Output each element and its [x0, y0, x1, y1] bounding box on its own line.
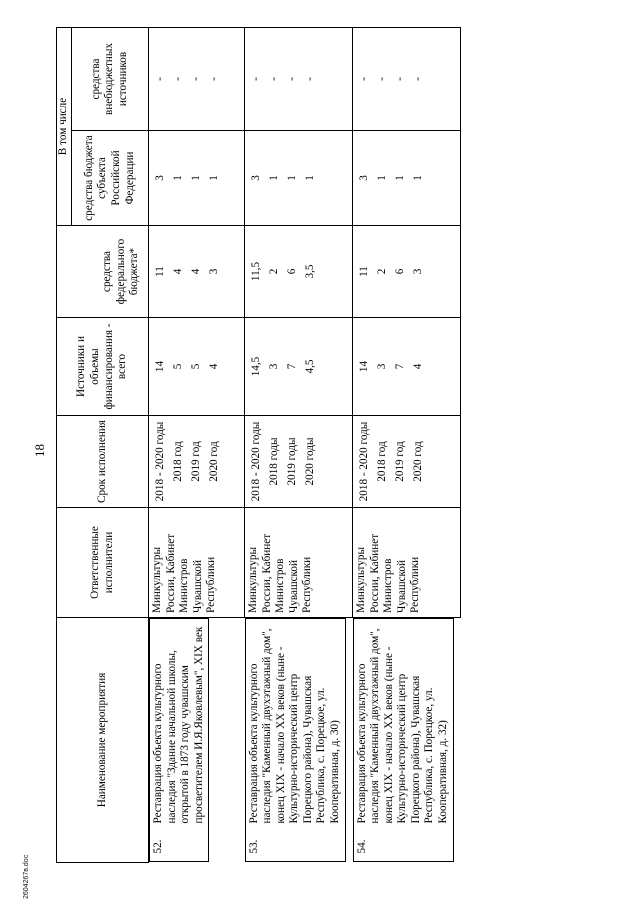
- total-cell: [353, 318, 461, 416]
- total-value: 4: [208, 363, 220, 370]
- header-sources-total: Источники и объемы финансирования - всего: [57, 318, 149, 416]
- header-period: Срок исполнения: [57, 416, 149, 508]
- table-body: [149, 27, 461, 862]
- total-value: 14,5: [250, 356, 262, 377]
- federal-cell: [245, 226, 353, 318]
- extra-value: -: [250, 77, 262, 81]
- table-row: [245, 27, 353, 862]
- period-value: 2019 годы: [286, 437, 298, 486]
- page-number: 18: [32, 444, 47, 457]
- federal-value: 3,5: [304, 264, 316, 279]
- header-federal-mark: *: [128, 247, 141, 254]
- federal-cell: [353, 226, 461, 318]
- total-cell: [245, 318, 353, 416]
- period-cell: [149, 416, 245, 508]
- period-value: 2018 год: [172, 441, 184, 482]
- federal-value: 3: [412, 268, 424, 275]
- subject-value: 1: [304, 175, 316, 181]
- rotated-page: [32, 28, 598, 873]
- period-value: 2018 - 2020 годы: [250, 421, 262, 502]
- header-federal-label: средства федерального бюджета: [101, 238, 141, 305]
- subject-cell: [245, 131, 353, 226]
- extra-value: -: [208, 77, 220, 81]
- header-extrabudget: средства внебюджетных источников: [72, 27, 149, 130]
- period-cell: [353, 416, 461, 508]
- federal-value: 6: [286, 268, 298, 275]
- header-federal: [57, 226, 149, 318]
- subject-cell: [353, 131, 461, 226]
- federal-value: 11: [358, 266, 370, 277]
- extra-value: -: [286, 77, 298, 81]
- total-value: 7: [286, 363, 298, 370]
- total-value: 5: [190, 363, 202, 370]
- period-value: 2019 год: [190, 441, 202, 482]
- extra-value: -: [412, 77, 424, 81]
- subject-cell: [149, 131, 245, 226]
- period-value: 2018 - 2020 годы: [358, 421, 370, 502]
- federal-value: 11: [154, 266, 166, 277]
- executors-cell: Минкультуры России, Кабинет Министров Чувашской Республики: [149, 508, 245, 618]
- subject-value: 1: [376, 175, 388, 181]
- footer-code: 2604267в.doc: [23, 854, 30, 899]
- executors-cell: Минкультуры России, Кабинет Министров Чувашской Республики: [353, 508, 461, 618]
- extra-value: -: [172, 77, 184, 81]
- total-value: 7: [394, 363, 406, 370]
- event-name: Реставрация объекта культурного наследия "Здание начальной школы, открытой в 1873 году чувашским просветителем И.Я.Яковлевым", XIX век: [152, 626, 205, 824]
- total-value: 14: [154, 360, 166, 373]
- subject-value: 1: [208, 175, 220, 181]
- extra-value: -: [190, 77, 202, 81]
- subject-value: 1: [172, 175, 184, 181]
- subject-value: 1: [394, 175, 406, 181]
- extra-value: -: [304, 77, 316, 81]
- federal-cell: [149, 226, 245, 318]
- extra-value: -: [268, 77, 280, 81]
- period-value: 2020 год: [412, 441, 424, 482]
- subject-value: 3: [358, 175, 370, 181]
- total-value: 4,5: [304, 359, 316, 374]
- period-cell: [245, 416, 353, 508]
- event-name-cell: [245, 618, 346, 863]
- period-value: 2020 годы: [304, 437, 316, 486]
- table-row: [149, 27, 245, 862]
- row-number: 52.: [152, 839, 164, 854]
- extra-value: -: [376, 77, 388, 81]
- extra-value: -: [154, 77, 166, 81]
- period-value: 2018 год: [376, 441, 388, 482]
- table-row: [353, 27, 461, 862]
- federal-value: 4: [190, 268, 202, 275]
- federal-value: 2: [268, 268, 280, 275]
- total-value: 3: [376, 363, 388, 370]
- executors-cell: Минкультуры России, Кабинет Министров Чувашской Республики: [245, 508, 353, 618]
- extra-cell: [245, 27, 353, 130]
- extra-value: -: [358, 77, 370, 81]
- subject-value: 3: [250, 175, 262, 181]
- header-name: Наименование мероприятия: [57, 618, 149, 863]
- extra-cell: [149, 27, 245, 130]
- extra-cell: [353, 27, 461, 130]
- event-name: Реставрация объекта культурного наследия "Каменный двухэтажный дом", конец XIX - начало XX веков (ныне - Культурно-исторический центр Порецкого района), Чувашская Республика, с. Порецкое, ул. Кооперативная, д. 32): [355, 628, 450, 824]
- subject-value: 1: [190, 175, 202, 181]
- subject-value: 1: [286, 175, 298, 181]
- period-value: 2019 год: [394, 441, 406, 482]
- total-cell: [149, 318, 245, 416]
- event-name-cell: [353, 618, 454, 863]
- row-number: 54.: [355, 839, 368, 854]
- subject-value: 1: [268, 175, 280, 181]
- header-including: В том числе: [57, 27, 72, 225]
- total-value: 5: [172, 363, 184, 370]
- period-value: 2018 - 2020 годы: [154, 421, 166, 502]
- header-subject: средства бюджета субъекта Российской Федерации: [72, 131, 149, 226]
- extra-value: -: [394, 77, 406, 81]
- event-name: Реставрация объекта культурного наследия "Каменный двухэтажный дом", конец XIX - начало XX веков (ныне - Культурно-исторический центр Порецкого района), Чувашская Республика, с. Порецкое, ул. Кооперативная, д. 30): [247, 628, 342, 824]
- total-value: 4: [412, 363, 424, 370]
- period-value: 2018 годы: [268, 437, 280, 486]
- federal-value: 3: [208, 268, 220, 275]
- federal-value: 11,5: [250, 261, 262, 282]
- federal-value: 4: [172, 268, 184, 275]
- subject-value: 3: [154, 175, 166, 181]
- total-value: 3: [268, 363, 280, 370]
- subject-value: 1: [412, 175, 424, 181]
- event-name-cell: [149, 618, 209, 863]
- federal-value: 2: [376, 268, 388, 275]
- federal-value: 6: [394, 268, 406, 275]
- financing-table: [56, 27, 461, 863]
- header-executors: Ответственные исполнители: [57, 508, 149, 618]
- row-number: 53.: [247, 839, 260, 854]
- header-row-1: [57, 27, 72, 862]
- period-value: 2020 год: [208, 441, 220, 482]
- total-value: 14: [358, 360, 370, 373]
